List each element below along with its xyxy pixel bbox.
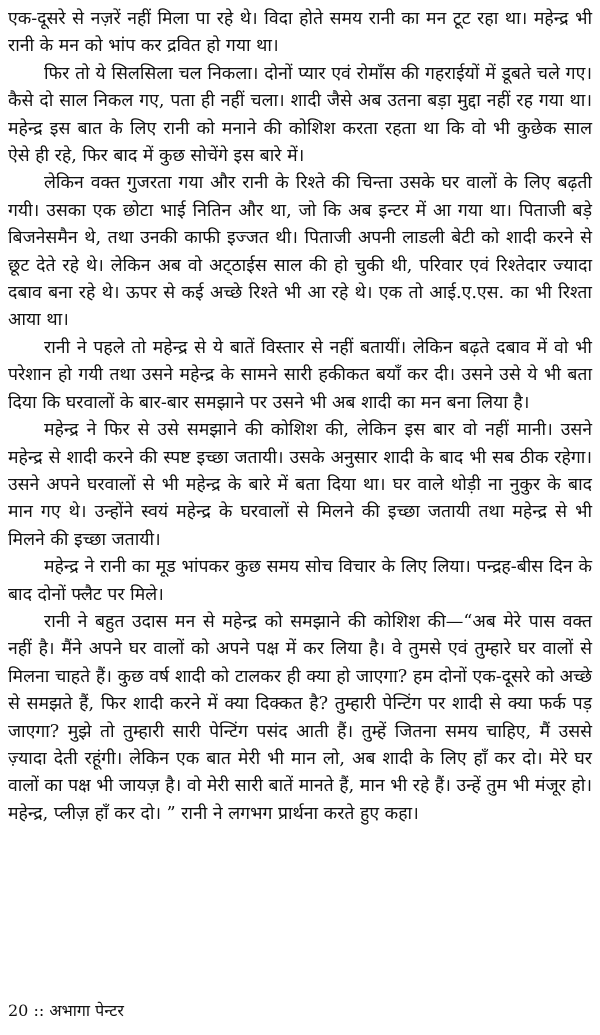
- paragraph-7: रानी ने बहुत उदास मन से महेन्द्र को समझाने की कोशिश की—“अब मेरे पास वक्त नहीं है। मैंने अपने घर वालों को अपने पक्ष में कर लिया है। वे तुमसे एवं तुम्हारे घर वालों से मिलना चाहते हैं। कुछ वर्ष शादी को टालकर ही क्या हो जाएगा? हम दोनों एक-दूसरे को अच्छे से समझते हैं, फिर शादी करने में क्या दिक्कत है? तुम्हारी पेन्टिंग पर शादी से क्या फर्क पड़ जाएगा? मुझे तो तुम्हारी सारी पेन्टिंग पसंद आती हैं। तुम्हें जितना समय चाहिए, मैं उससे ज़्यादा देती रहूंगी। लेकिन एक बात मेरी भी मान लो, अब शादी के लिए हाँ कर दो। मेरे घर वालों का पक्ष भी जायज़ है। वो मेरी सारी बातें मानते हैं, मान भी रहे हैं। उन्हें तुम भी मंजूर हो। महेन्द्र, प्लीज़ हाँ कर दो। ” रानी ने लगभग प्रार्थना करते हुए कहा।: [8, 611, 592, 824]
- paragraph-4: रानी ने पहले तो महेन्द्र से ये बातें विस्तार से नहीं बतायीं। लेकिन बढ़ते दबाव में वो भी परेशान हो गयी तथा उसने महेन्द्र के सामने सारी हकीकत बयाँ कर दी। उसने उसे ये भी बता दिया कि घरवालों के बार-बार समझाने पर उसने भी अब शादी का मन बना लिया है।: [8, 337, 592, 413]
- page-body: [8, 6, 592, 828]
- paragraph-5: महेन्द्र ने फिर से उसे समझाने की कोशिश की, लेकिन इस बार वो नहीं मानी। उसने महेन्द्र से शादी करने की स्पष्ट इच्छा जतायी। उसके अनुसार शादी के बाद भी सब ठीक रहेगा। उसने अपने घरवालों से भी महेन्द्र के बारे में बता दिया था। घर वाले थोड़ी ना नुकुर के बाद मान गए थे। उन्होंने स्वयं महेन्द्र के घरवालों से मिलने की इच्छा जतायी तथा महेन्द्र से भी मिलने की इच्छा जतायी।: [8, 420, 592, 550]
- page-footer: 20 :: अभागा पेन्टर: [8, 1001, 124, 1020]
- paragraph-6: महेन्द्र ने रानी का मूड भांपकर कुछ समय सोच विचार के लिए लिया। पन्द्रह-बीस दिन के बाद दोनों फ्लैट पर मिले।: [8, 557, 592, 605]
- paragraph-1: एक-दूसरे से नज़रें नहीं मिला पा रहे थे। विदा होते समय रानी का मन टूट रहा था। महेन्द्र भी रानी के मन को भांप कर द्रवित हो गया था।: [8, 9, 592, 57]
- paragraph-3: लेकिन वक्त गुजरता गया और रानी के रिश्ते की चिन्ता उसके घर वालों के लिए बढ़ती गयी। उसका एक छोटा भाई नितिन और था, जो कि अब इन्टर में आ गया था। पिताजी बड़े बिजनेसमैन थे, तथा उनकी काफी इज्जत थी। पिताजी अपनी लाडली बेटी को शादी करने से छूट देते रहे थे। लेकिन अब वो अट्‌ठाईस साल की हो चुकी थी, परिवार एवं रिश्तेदार ज्यादा दबाव बना रहे थे। ऊपर से कई अच्छे रिश्ते भी आ रहे थे। एक तो आई.ए.एस. का भी रिश्ता आया था।: [8, 173, 592, 331]
- paragraph-2: फिर तो ये सिलसिला चल निकला। दोनों प्यार एवं रोमाँस की गहराईयों में डूबते चले गए। कैसे दो साल निकल गए, पता ही नहीं चला। शादी जैसे अब उतना बड़ा मुद्दा नहीं रह गया था। महेन्द्र इस बात के लिए रानी को मनाने की कोशिश करता रहता था कि वो भी कुछेक साल ऐसे ही रहे, फिर बाद में कुछ सोचेंगे इस बारे में।: [8, 63, 592, 167]
